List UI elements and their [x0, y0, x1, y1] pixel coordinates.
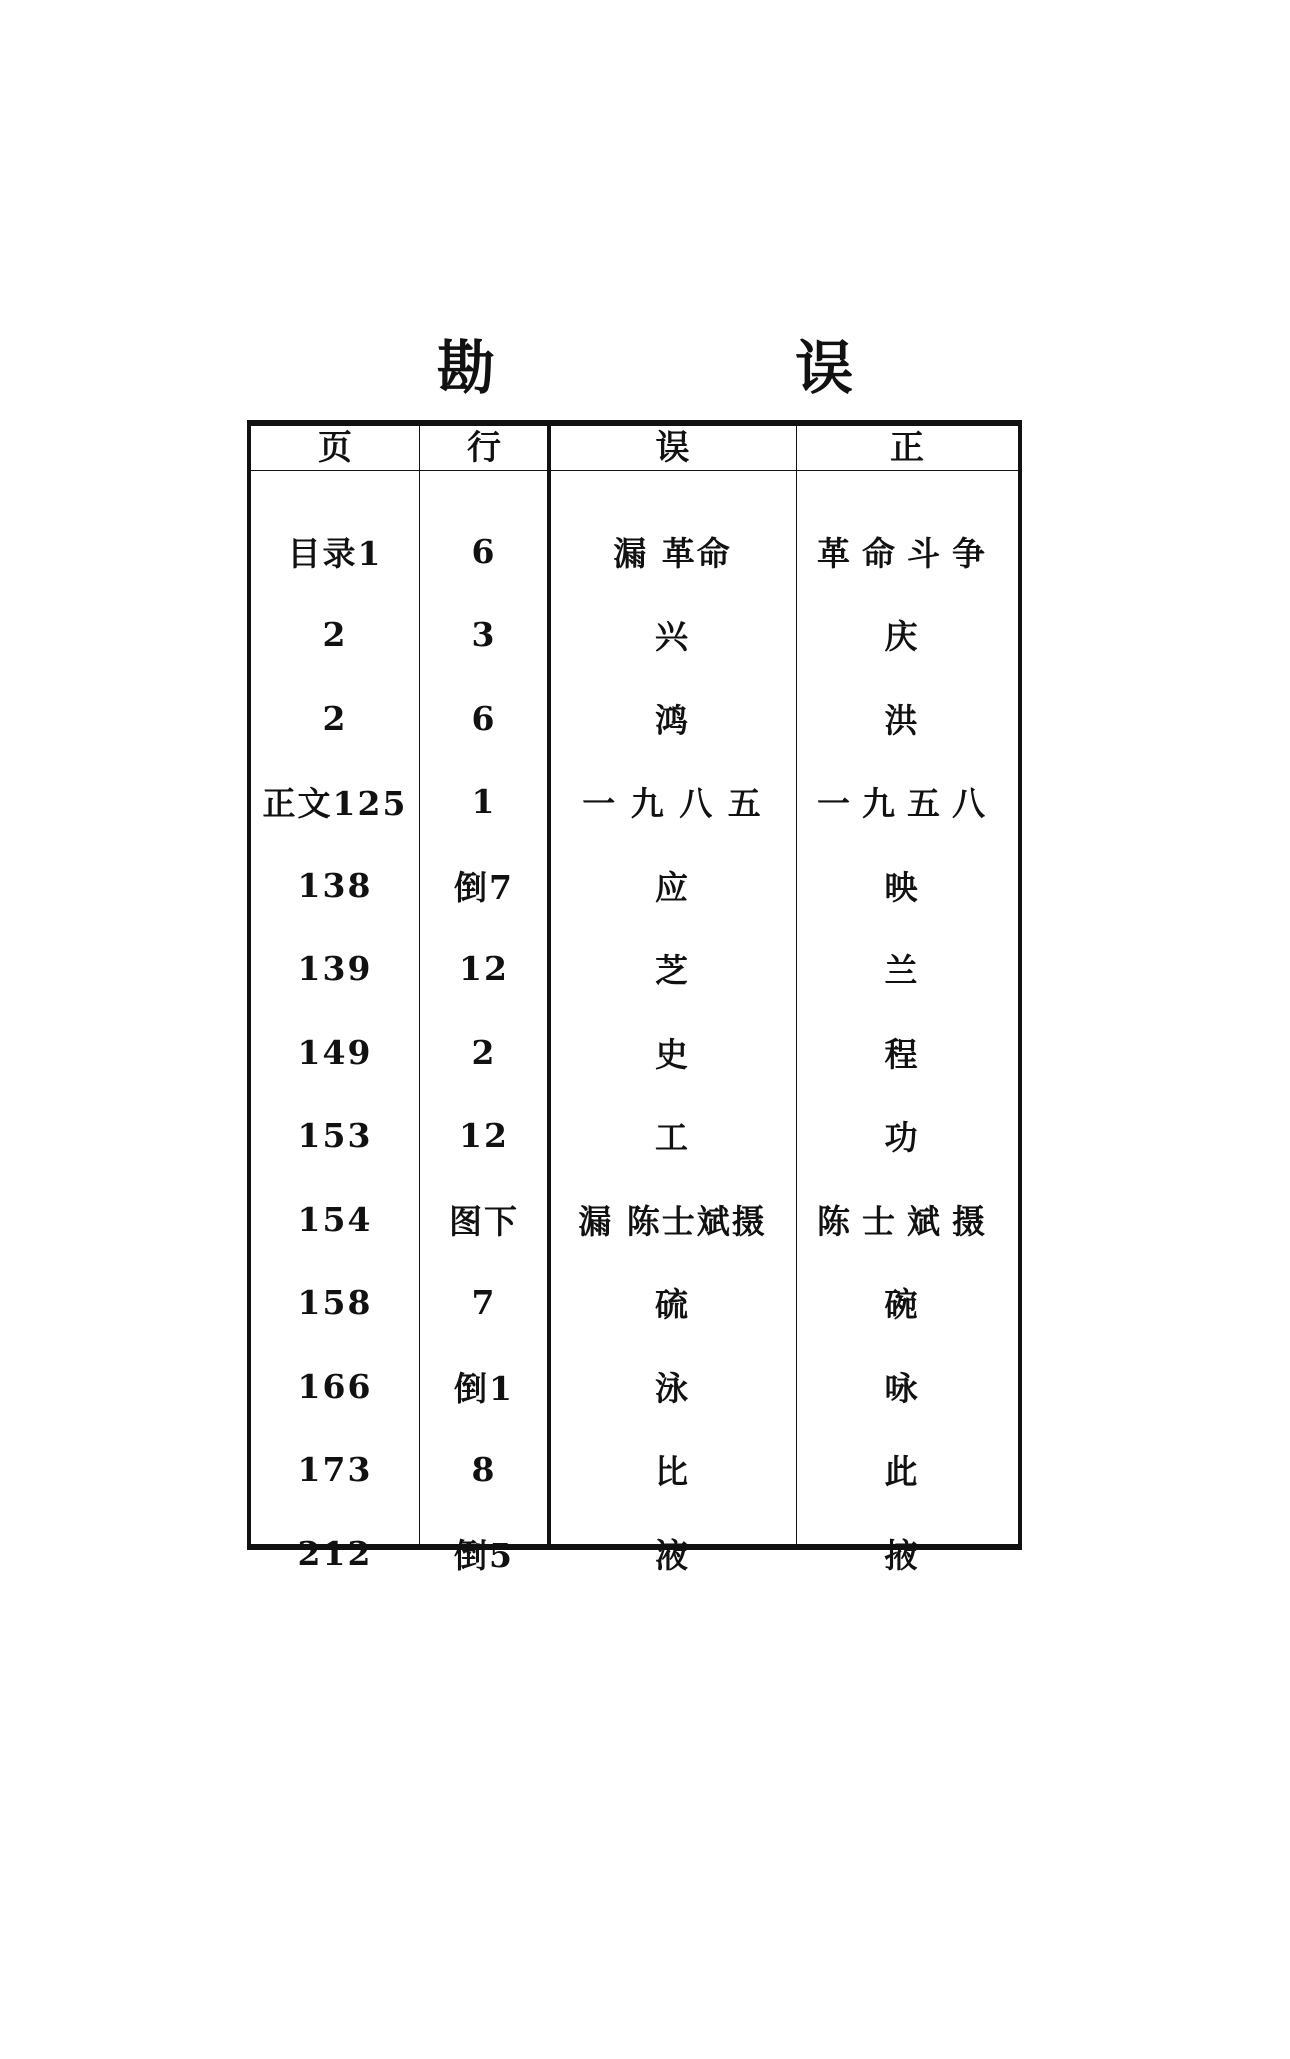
cell-correct: 映: [884, 867, 930, 907]
cell-line: 1: [471, 782, 497, 821]
table-row: [251, 600, 1018, 670]
cell-wrong: 比: [655, 1452, 690, 1491]
cell-line: 6: [471, 698, 497, 738]
cell-page: 212: [297, 1533, 373, 1573]
table-row: [251, 1435, 1018, 1505]
cell-line: 3: [471, 615, 497, 654]
cell-page: 149: [297, 1032, 373, 1072]
header-separator: [251, 470, 1018, 471]
cell-correct: 咏: [884, 1368, 930, 1408]
cell-page: 154: [297, 1199, 373, 1239]
cell-correct: 庆: [884, 617, 930, 656]
cell-line: 7: [471, 1283, 497, 1322]
cell-page: 153: [297, 1116, 373, 1155]
table-row: [251, 516, 1018, 586]
header-page: 页: [318, 428, 352, 468]
cell-wrong: 漏 革命: [613, 533, 732, 573]
table-row: [251, 1351, 1018, 1421]
cell-wrong: 泳: [655, 1368, 690, 1408]
table-row: [251, 1017, 1018, 1087]
cell-wrong: 工: [655, 1118, 690, 1157]
table-row: [251, 934, 1018, 1004]
cell-wrong: 一 九 八 五: [582, 784, 763, 823]
cell-correct: 碗: [884, 1285, 930, 1324]
cell-wrong: 史: [655, 1034, 690, 1074]
cell-correct: 此: [884, 1452, 930, 1491]
header-line: 行: [467, 428, 501, 468]
cell-wrong: 液: [655, 1535, 690, 1575]
cell-page: 2: [322, 698, 348, 738]
cell-correct: 掖: [884, 1535, 930, 1575]
cell-line: 8: [471, 1450, 497, 1489]
cell-line: 6: [471, 531, 497, 571]
cell-line: 12: [459, 1116, 509, 1155]
cell-page: 正文125: [262, 784, 408, 823]
table-row: [251, 683, 1018, 753]
cell-page: 166: [297, 1366, 373, 1406]
cell-correct: 程: [884, 1034, 930, 1074]
cell-line: 倒5: [454, 1535, 514, 1575]
cell-wrong: 兴: [655, 617, 690, 656]
cell-correct: 洪: [884, 700, 930, 740]
cell-page: 2: [322, 615, 348, 654]
cell-line: 2: [471, 1032, 497, 1072]
cell-correct: 兰: [884, 951, 930, 990]
errata-table: [247, 420, 1022, 1575]
table-row: [251, 1518, 1018, 1588]
page-title: 勘 误: [436, 334, 994, 402]
table-row: [251, 767, 1018, 837]
cell-page: 目录1: [287, 533, 383, 573]
cell-line: 倒7: [454, 867, 514, 907]
table-row: [251, 1268, 1018, 1338]
cell-correct: 革命斗争: [817, 533, 997, 573]
cell-wrong: 应: [655, 867, 690, 907]
cell-line: 图下: [449, 1201, 519, 1241]
cell-line: 12: [459, 949, 509, 988]
cell-page: 139: [297, 949, 373, 988]
cell-correct: 陈士斌摄: [817, 1201, 997, 1241]
table-row: [251, 1101, 1018, 1171]
header-correct: 正: [890, 428, 924, 468]
cell-page: 138: [297, 865, 373, 905]
table-row: [251, 1184, 1018, 1254]
cell-correct: 一九五八: [817, 784, 997, 823]
cell-wrong: 鸿: [655, 700, 690, 740]
cell-wrong: 芝: [655, 951, 690, 990]
cell-page: 173: [297, 1450, 373, 1489]
table-row: [251, 850, 1018, 920]
cell-line: 倒1: [454, 1368, 514, 1408]
header-wrong: 误: [655, 428, 690, 468]
table-header-row: [251, 426, 1018, 470]
cell-page: 158: [297, 1283, 373, 1322]
cell-wrong: 硫: [655, 1285, 690, 1324]
cell-wrong: 漏 陈士斌摄: [578, 1201, 767, 1241]
cell-correct: 功: [884, 1118, 930, 1157]
